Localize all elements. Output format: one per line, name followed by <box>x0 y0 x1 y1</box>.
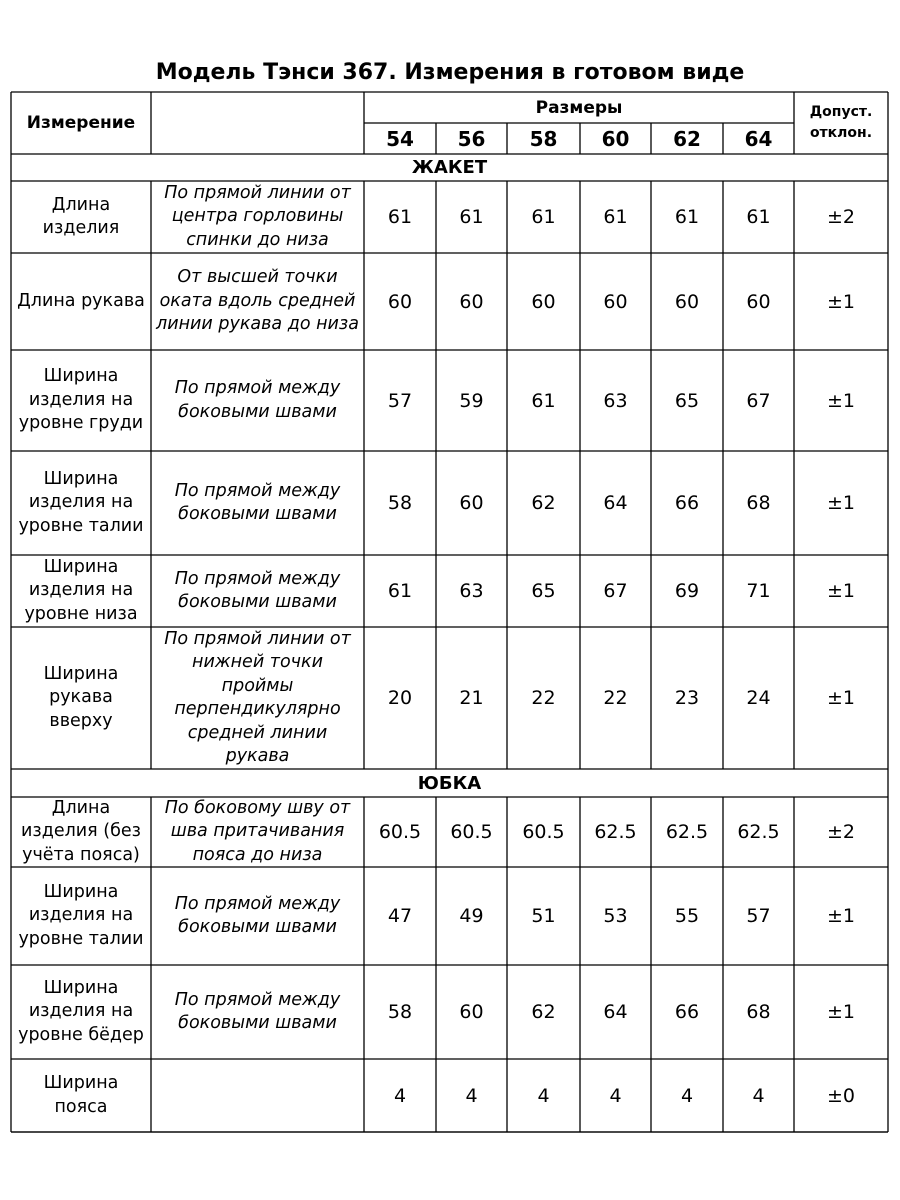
size-value: 68 <box>746 492 771 514</box>
size-value: 60 <box>459 290 484 313</box>
header-tolerance: Допуст. отклон. <box>809 104 873 141</box>
size-value: 58 <box>387 492 413 514</box>
measure-method: По прямой между боковыми швами <box>174 378 341 422</box>
size-header: 56 <box>457 126 486 151</box>
header-sizes-label: Размеры <box>535 97 623 118</box>
measure-method: От высшей точки оката вдоль средней линии рукава до низа <box>156 267 359 335</box>
section-title: ЮБКА <box>417 772 482 794</box>
document-title: Модель Тэнси 367. Измерения в готовом виде <box>155 60 745 85</box>
size-value: 66 <box>674 1001 700 1023</box>
size-value: 63 <box>603 389 628 412</box>
size-value: 65 <box>674 389 700 412</box>
measure-name: Длина рукава <box>17 290 145 311</box>
tolerance-value: ±1 <box>826 389 855 412</box>
size-value: 64 <box>603 1001 628 1023</box>
measure-method: По прямой между боковыми швами <box>174 480 341 524</box>
measure-name: Ширина изделия на уровне бёдер <box>18 977 144 1045</box>
measure-method: По прямой линии от центра горловины спинки до низа <box>164 182 351 250</box>
size-value: 61 <box>531 389 556 412</box>
tolerance-value: ±1 <box>826 290 855 313</box>
size-header: 60 <box>601 126 630 151</box>
size-value: 20 <box>387 687 413 709</box>
size-value: 61 <box>746 206 771 228</box>
size-value: 24 <box>746 687 771 709</box>
size-value: 47 <box>387 905 413 927</box>
size-value: 61 <box>674 206 700 228</box>
size-value: 65 <box>531 580 556 602</box>
size-value: 62.5 <box>665 821 709 843</box>
size-value: 53 <box>603 905 628 927</box>
size-value: 60 <box>531 290 556 313</box>
size-header: 64 <box>744 126 773 151</box>
size-header: 58 <box>529 126 558 151</box>
size-value: 4 <box>465 1084 478 1107</box>
tolerance-value: ±1 <box>826 687 855 709</box>
size-value: 69 <box>674 580 700 602</box>
size-value: 64 <box>603 492 628 514</box>
size-value: 68 <box>746 1001 771 1023</box>
tolerance-value: ±2 <box>826 206 855 228</box>
measure-method: По прямой между боковыми швами <box>174 893 341 937</box>
tolerance-value: ±1 <box>826 1001 855 1023</box>
size-value: 60 <box>459 1001 484 1023</box>
tolerance-value: ±1 <box>826 492 855 514</box>
size-value: 60 <box>603 290 628 313</box>
size-value: 4 <box>537 1084 550 1107</box>
size-value: 4 <box>752 1084 765 1107</box>
tolerance-value: ±0 <box>826 1084 855 1107</box>
size-value: 62 <box>531 492 556 514</box>
measure-method: По боковому шву от шва притачивания пояса до низа <box>164 797 351 865</box>
size-value: 60.5 <box>522 821 565 843</box>
measure-name: Ширина изделия на уровне груди <box>18 366 144 434</box>
header-measurement: Измерение <box>26 113 136 133</box>
size-value: 61 <box>387 580 413 602</box>
measure-name: Ширина изделия на уровне низа <box>24 556 138 624</box>
measure-name: Ширина изделия на уровне талии <box>18 881 144 949</box>
size-value: 62.5 <box>737 821 780 843</box>
size-value: 60 <box>387 290 413 313</box>
size-value: 60 <box>459 492 484 514</box>
size-value: 62.5 <box>594 821 637 843</box>
size-header: 62 <box>673 126 701 151</box>
measure-method <box>151 1059 364 1132</box>
measure-method: По прямой между боковыми швами <box>174 568 341 612</box>
size-value: 60.5 <box>378 821 422 843</box>
measure-name: Ширина пояса <box>43 1073 119 1117</box>
size-value: 57 <box>746 905 771 927</box>
size-value: 63 <box>459 580 484 602</box>
tolerance-value: ±1 <box>826 580 855 602</box>
size-value: 61 <box>387 206 413 228</box>
size-value: 67 <box>603 580 628 602</box>
size-value: 22 <box>531 687 556 709</box>
size-value: 21 <box>459 687 484 709</box>
size-value: 62 <box>531 1001 556 1023</box>
size-value: 4 <box>609 1084 622 1107</box>
size-value: 22 <box>603 687 628 709</box>
size-value: 58 <box>387 1001 413 1023</box>
size-value: 57 <box>387 389 413 412</box>
tolerance-value: ±2 <box>826 821 855 843</box>
size-value: 61 <box>603 206 628 228</box>
measure-method: По прямой между боковыми швами <box>174 989 341 1033</box>
size-value: 61 <box>531 206 556 228</box>
size-value: 4 <box>680 1084 694 1107</box>
tolerance-value: ±1 <box>826 905 855 927</box>
size-value: 60 <box>674 290 700 313</box>
size-value: 51 <box>531 905 556 927</box>
size-value: 71 <box>746 580 771 602</box>
size-header: 54 <box>386 126 414 151</box>
measure-method: По прямой линии от нижней точки проймы перпендикулярно средней линии рукава <box>164 628 351 766</box>
measure-name: Длина изделия (без учёта пояса) <box>21 797 141 865</box>
size-value: 4 <box>393 1084 407 1107</box>
size-value: 60 <box>746 290 771 313</box>
measure-name: Ширина рукава вверху <box>43 663 119 731</box>
size-value: 49 <box>459 905 484 927</box>
size-value: 55 <box>674 905 700 927</box>
size-value: 23 <box>674 687 700 709</box>
size-value: 61 <box>459 206 484 228</box>
measure-name: Длина изделия <box>42 194 120 238</box>
size-value: 60.5 <box>450 821 493 843</box>
measure-name: Ширина изделия на уровне талии <box>18 468 144 536</box>
section-title: ЖАКЕТ <box>411 157 488 178</box>
size-value: 66 <box>674 492 700 514</box>
size-value: 67 <box>746 389 771 412</box>
size-value: 59 <box>459 389 484 412</box>
